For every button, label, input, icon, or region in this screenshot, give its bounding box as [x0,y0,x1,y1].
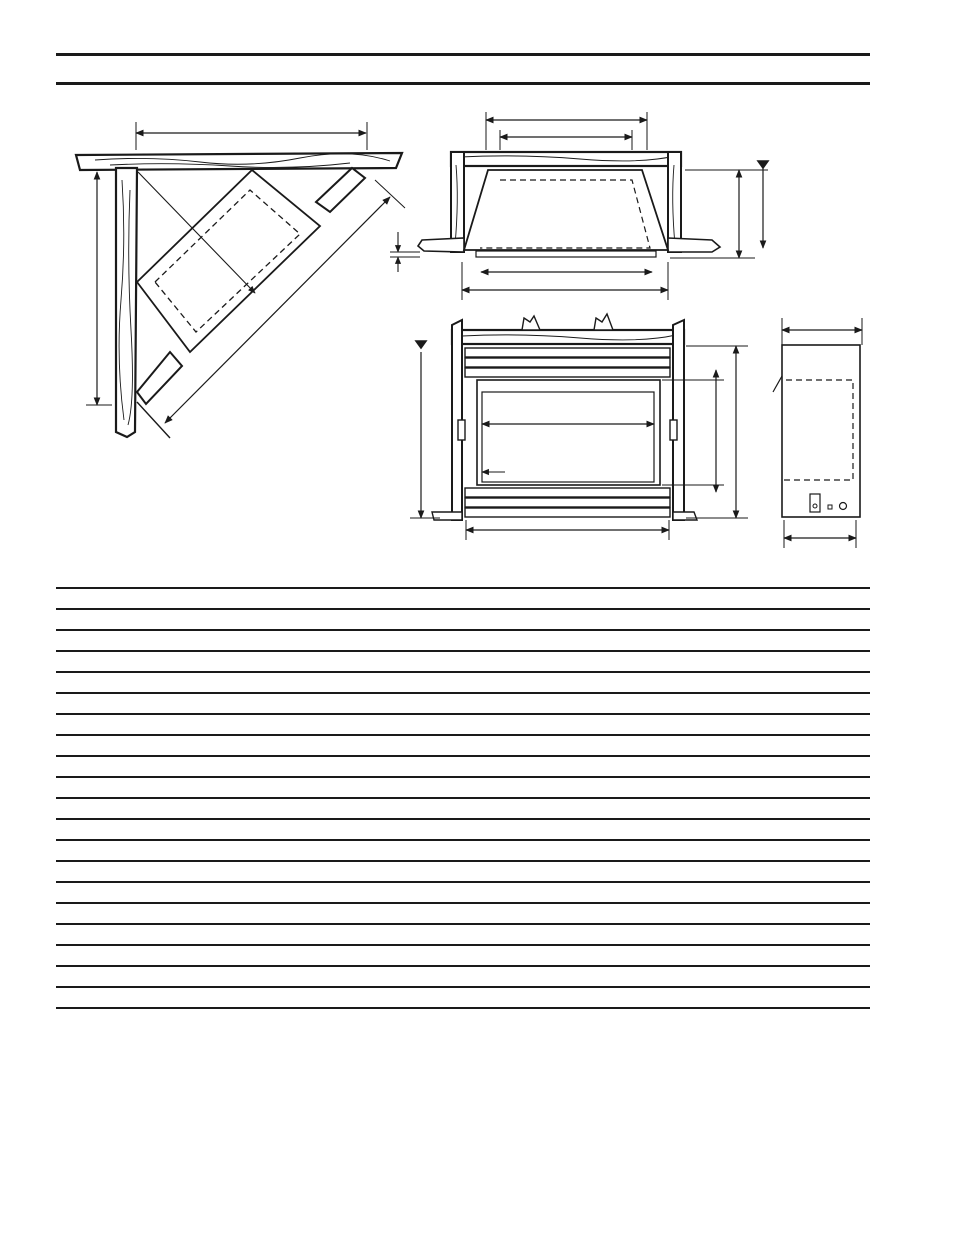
table-row-rule [56,755,870,757]
table-row-rule [56,839,870,841]
table-row-rule [56,860,870,862]
table-row-rule [56,797,870,799]
table-row-rule [56,650,870,652]
table-row-rule [56,608,870,610]
table-row-rule [56,902,870,904]
table-row-rule [56,776,870,778]
table-row-rule [56,944,870,946]
table-row-rule [56,986,870,988]
table-row-rule [56,1007,870,1009]
corner-installation-view [76,122,405,438]
table-row-rule [56,734,870,736]
table-row-rule [56,923,870,925]
table-row-rule [56,629,870,631]
side-view-unit [773,318,862,548]
framing-drawings [0,0,954,560]
table-row-rule [56,881,870,883]
table-row-rule [56,671,870,673]
top-view-framing [390,112,768,300]
table-row-rule [56,587,870,589]
table-row-rule [56,965,870,967]
table-row-rule [56,818,870,820]
table-row-rule [56,692,870,694]
table-row-rule [56,713,870,715]
front-view-framing [410,314,748,540]
